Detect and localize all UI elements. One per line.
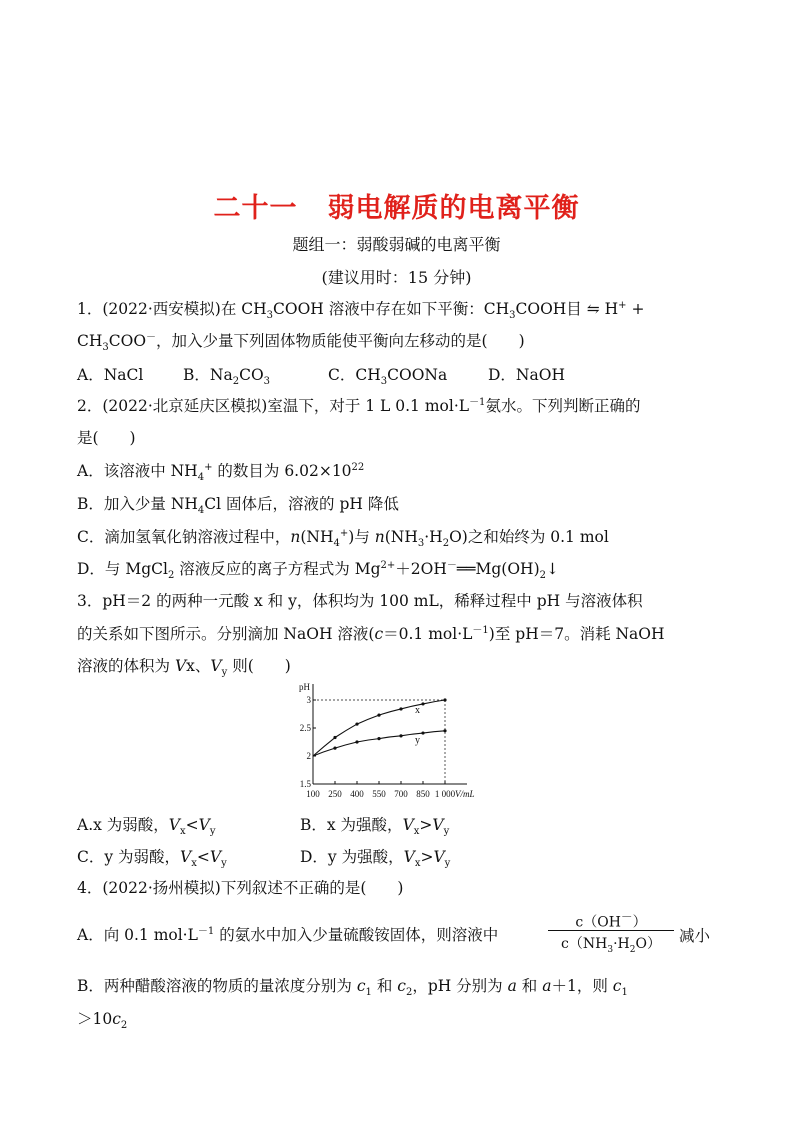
- q4-option-b-line2: $>10c_2$: [77, 1010, 128, 1032]
- x-tick-label: 100: [306, 789, 320, 799]
- q1-line2: $CH_3COO^-$，加入少量下列固体物质能使平衡向左移动的是( ): [77, 331, 525, 354]
- series-point-y: [355, 740, 358, 743]
- x-axis-label: V/mL: [455, 789, 475, 799]
- series-point-x: [355, 722, 358, 725]
- x-tick-label: 550: [372, 789, 386, 799]
- series-point-y: [421, 731, 424, 734]
- series-point-y: [377, 737, 380, 740]
- q1-option-a[interactable]: A．NaCl: [77, 366, 144, 384]
- fraction-denominator: $c(NH_3\cdot H_2O)$: [561, 936, 661, 955]
- page-title: [0, 186, 793, 225]
- x-tick-label: 1 000: [434, 789, 456, 799]
- series-point-x: [443, 698, 446, 701]
- equilibrium-symbol: 目 ⇋: [566, 300, 600, 318]
- q2-line2: 是( ): [77, 429, 136, 447]
- series-line-y: [313, 731, 445, 756]
- series-point-x: [399, 707, 402, 710]
- q3-option-d[interactable]: D．y 为强酸，$V_x>V_y$: [300, 848, 451, 870]
- q2-option-b[interactable]: B．加入少量 $NH_4Cl$ 固体后，溶液的 pH 降低: [77, 495, 399, 517]
- series-point-x: [333, 736, 336, 739]
- q4-option-a[interactable]: A．向 0.1 $mol\cdot L^{-1}$ 的氨水中加入少量硫酸铵固体，则溶液中: [77, 925, 499, 944]
- x-tick-label: 700: [394, 789, 408, 799]
- series-label-y: y: [415, 735, 420, 747]
- q3-option-b[interactable]: B．x 为强酸，$V_x>V_y$: [300, 816, 450, 838]
- q2-option-c[interactable]: C．滴加氢氧化钠溶液过程中，$n(NH_4^+)$与 $n(NH_3\cdot H_2O)$之和始终为 0.1 mol: [77, 527, 609, 550]
- series-label-x: x: [415, 704, 420, 716]
- q4-option-b[interactable]: B．两种醋酸溶液的物质的量浓度分别为 $c_1$ 和 $c_2$，pH 分别为 a 和 a＋1，则 $c_1$: [77, 977, 628, 999]
- series-point-y: [333, 747, 336, 750]
- x-tick-label: 400: [350, 789, 364, 799]
- q4-option-a-tail: 减小: [679, 927, 711, 945]
- series-point-y: [443, 729, 446, 732]
- y-tick-label: 2: [306, 751, 311, 761]
- q2-option-d[interactable]: D．与 MgCl$_2$ 溶液反应的离子方程式为 $Mg^{2+}+2OH^-══Mg(OH)_2↓$: [77, 559, 559, 582]
- series-point-x: [377, 714, 380, 717]
- y-axis-label: pH: [299, 682, 310, 692]
- y-tick-label: 3: [306, 695, 311, 705]
- time-hint: (建议用时：15 分钟): [321, 268, 472, 287]
- x-tick-label: 850: [416, 789, 430, 799]
- series-point-y: [399, 734, 402, 737]
- title-text: 弱电解质的电离平衡: [327, 193, 580, 224]
- q1-option-d[interactable]: D．NaOH: [488, 366, 565, 384]
- q3-line2: 的关系如下图所示。分别滴加 NaOH 溶液(c＝0.1 $mol\cdot L^{-1}$)至 pH＝7。消耗 NaOH: [77, 624, 665, 643]
- series-point-x: [421, 702, 424, 705]
- q2-line1: 2．(2022·北京延庆区模拟)室温下，对于 1 L 0.1 $mol\cdot L^{-1}$氨水。下列判断正确的: [77, 396, 641, 415]
- q1-line1: 1．(2022·西安模拟)在 $CH_3COOH$ 溶液中存在如下平衡：$CH_3COOH$目 ⇋ H+ +: [77, 299, 645, 322]
- ph-volume-chart: [296, 680, 502, 804]
- group-title: 题组一：弱酸弱碱的电离平衡: [292, 235, 501, 254]
- q1-option-c[interactable]: C．$CH_3COONa$: [328, 366, 448, 388]
- title-number: 二十一: [213, 193, 298, 224]
- q2-option-a[interactable]: A．该溶液中 $NH_4^+$ 的数目为 $6.02\times 10^{22}$: [77, 461, 365, 484]
- q3-line1: 3．pH＝2 的两种一元酸 x 和 y，体积均为 100 mL，稀释过程中 pH 与溶液体积: [77, 592, 643, 610]
- q3-line3: 溶液的体积为 Vx、$V_y$ 则( ): [77, 657, 291, 679]
- q3-option-c[interactable]: C．y 为弱酸，$V_x<V_y$: [77, 848, 227, 870]
- fraction-numerator: c（OH－）: [575, 910, 647, 931]
- q3-option-a[interactable]: A.x 为弱酸，$V_x<V_y$: [77, 816, 216, 838]
- series-line-x: [313, 700, 445, 756]
- y-tick-label: 2.5: [299, 723, 311, 733]
- q4-fraction: [548, 906, 674, 955]
- q1-option-b[interactable]: B．$Na_2CO_3$: [183, 366, 271, 388]
- y-tick-label: 1.5: [299, 779, 311, 789]
- q4-line1: 4．(2022·扬州模拟)下列叙述不正确的是( ): [77, 879, 404, 897]
- x-tick-label: 250: [328, 789, 342, 799]
